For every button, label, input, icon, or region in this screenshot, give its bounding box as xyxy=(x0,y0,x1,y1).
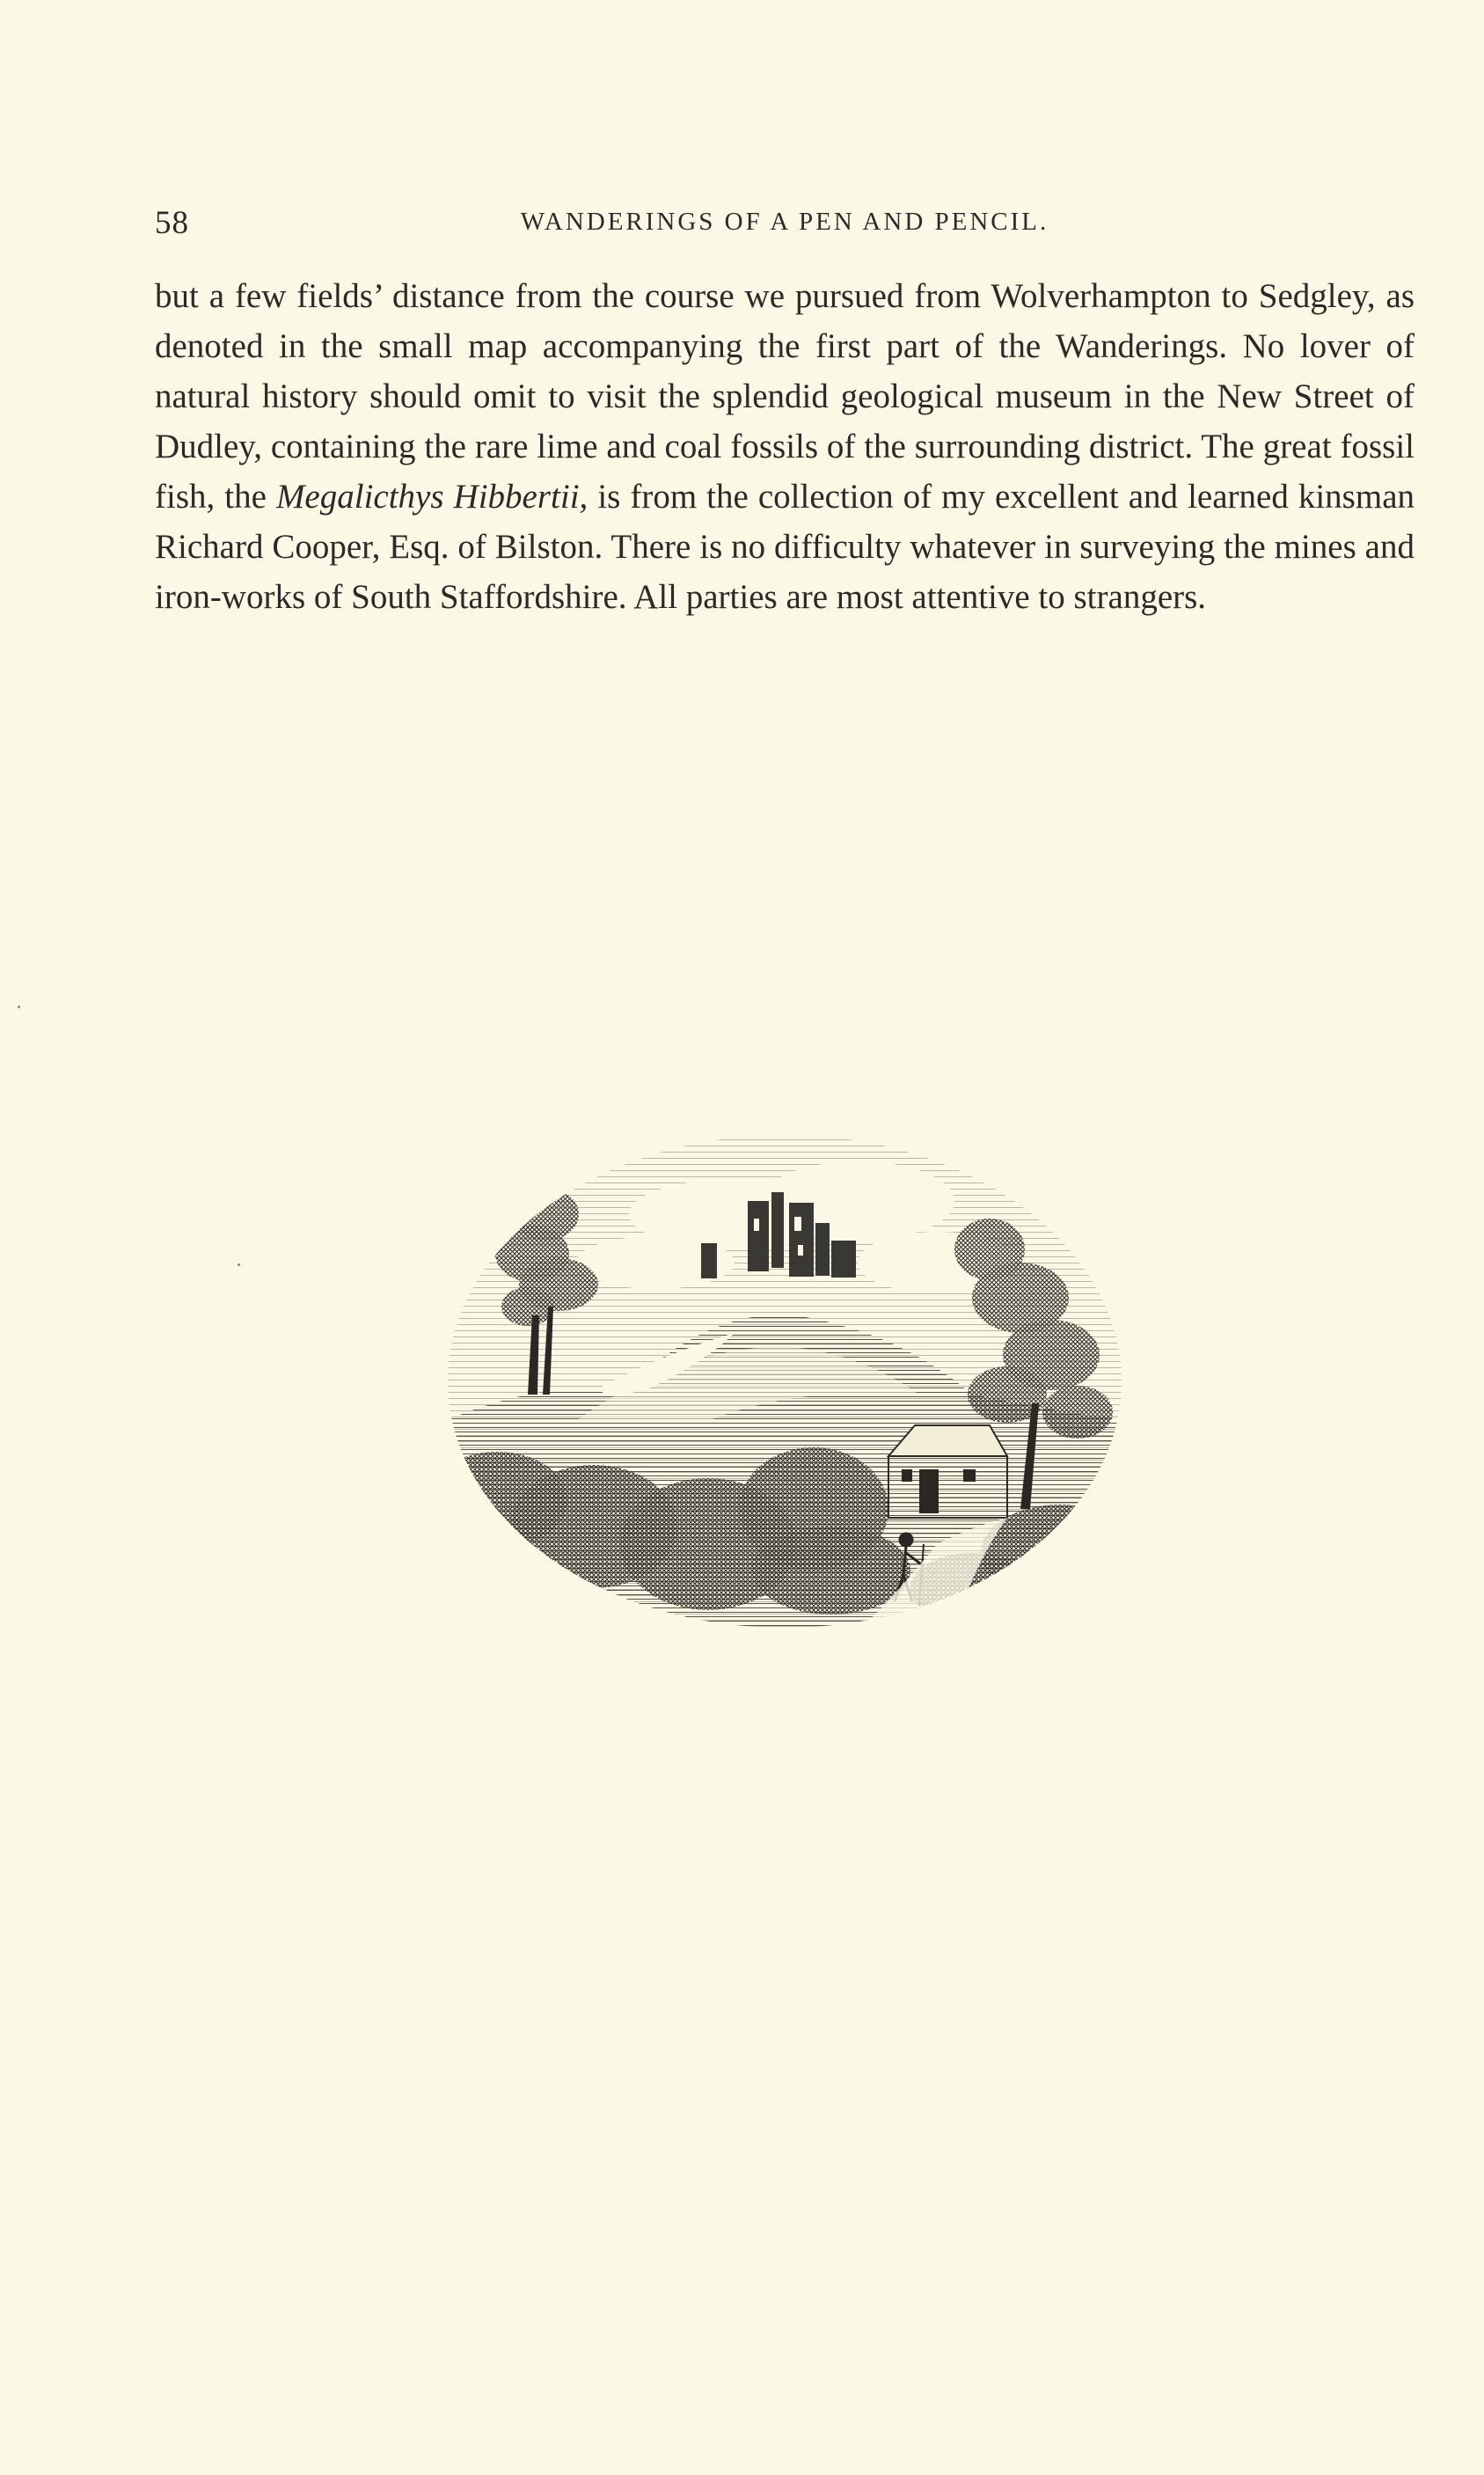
body-text-part-1: but a few fields’ distance from the course we pursued from Wolverhampton to Sedgley, as denoted in the small map accompanying the first part of the Wanderings. No lover of natural history should omit to visit the splendid geological museum in the New Street of Dudley, containing the rare lime and coal fossils of the surrounding district. The great fossil fish, the xyxy=(155,277,1415,516)
page-header xyxy=(155,204,1415,248)
paper-speck xyxy=(18,1006,20,1008)
paper-speck xyxy=(238,1263,240,1266)
body-paragraph xyxy=(155,271,1415,622)
running-title: WANDERINGS OF A PEN AND PENCIL. xyxy=(520,208,1049,236)
species-name: Megalicthys Hibbertii, xyxy=(275,478,588,516)
page-number: 58 xyxy=(155,205,189,241)
body-text-part-2: is from the collection of my excellent and learned kinsman Richard Cooper, Esq. of Bilston. There is no difficulty whatever in surveying the mines and iron-works of South Staffordshire. All parties are most attentive to strangers. xyxy=(155,478,1415,616)
castle-vignette-illustration xyxy=(444,1131,1126,1632)
